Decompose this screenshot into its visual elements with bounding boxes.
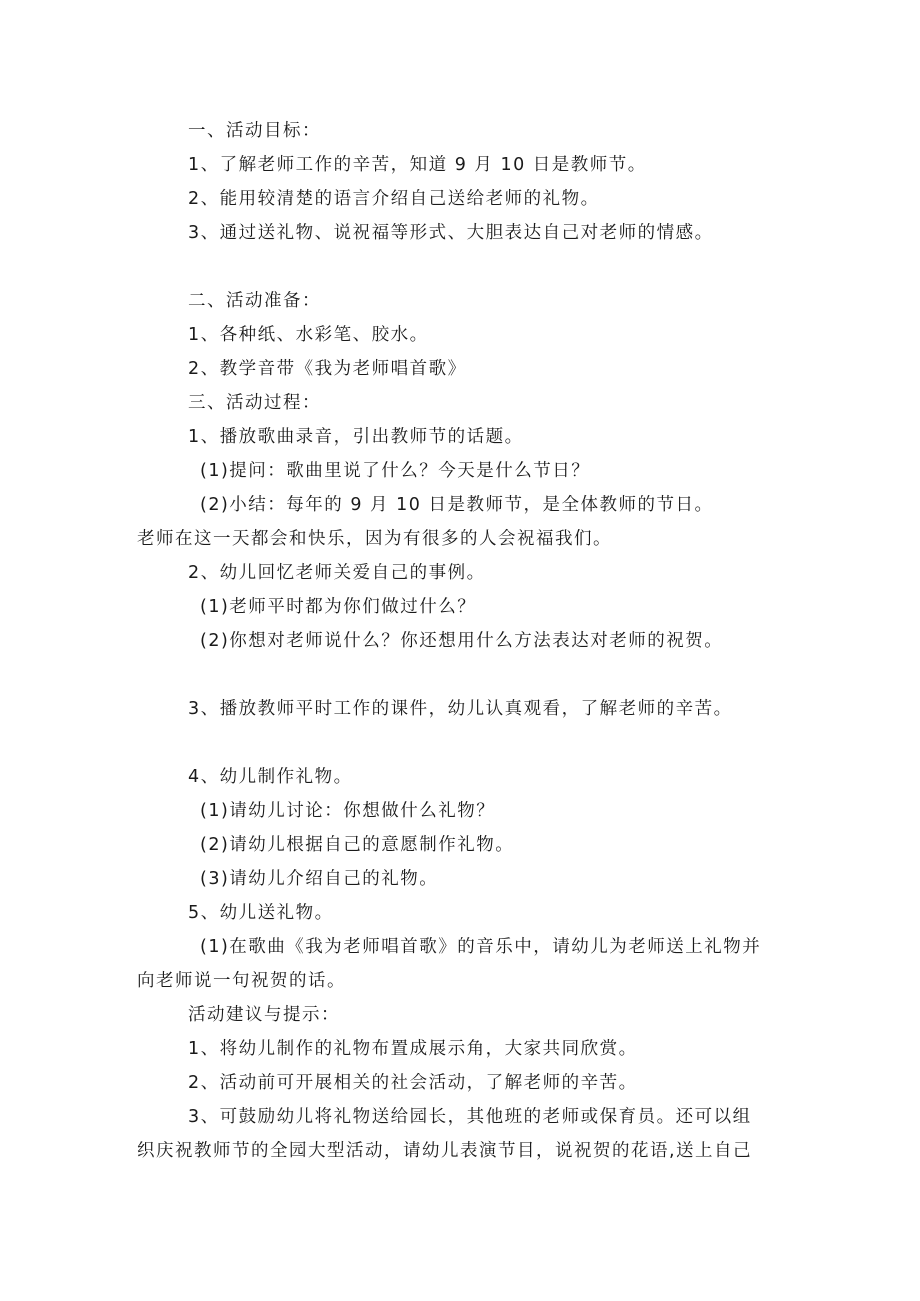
paragraph-line: 老师在这一天都会和快乐，因为有很多的人会祝福我们。 bbox=[137, 529, 612, 549]
paragraph-line: 1、将幼儿制作的礼物布置成展示角，大家共同欣赏。 bbox=[188, 1039, 638, 1059]
section-heading-tips: 活动建议与提示： bbox=[188, 1005, 340, 1025]
paragraph-line: (2)请幼儿根据自己的意愿制作礼物。 bbox=[200, 835, 515, 855]
section-heading-preparation: 二、活动准备： bbox=[188, 291, 321, 311]
paragraph-line: 2、活动前可开展相关的社会活动，了解老师的辛苦。 bbox=[188, 1073, 638, 1093]
paragraph-line: 2、能用较清楚的语言介绍自己送给老师的礼物。 bbox=[188, 189, 600, 209]
paragraph-line: 2、教学音带《我为老师唱首歌》 bbox=[188, 359, 467, 379]
section-heading-process: 三、活动过程： bbox=[188, 393, 321, 413]
paragraph-line: 4、幼儿制作礼物。 bbox=[188, 767, 353, 787]
paragraph-line: (1)老师平时都为你们做过什么？ bbox=[200, 597, 477, 617]
paragraph-line: (1)请幼儿讨论：你想做什么礼物？ bbox=[200, 801, 496, 821]
paragraph-line: (2)你想对老师说什么？你还想用什么方法表达对老师的祝贺。 bbox=[200, 631, 724, 651]
section-heading-goals: 一、活动目标： bbox=[188, 121, 321, 141]
paragraph-line: 织庆祝教师节的全园大型活动，请幼儿表演节目，说祝贺的花语,送上自己 bbox=[137, 1141, 753, 1161]
paragraph-line: 3、通过送礼物、说祝福等形式、大胆表达自己对老师的情感。 bbox=[188, 223, 714, 243]
paragraph-line: (1)提问：歌曲里说了什么？今天是什么节日？ bbox=[200, 461, 591, 481]
paragraph-line: 3、可鼓励幼儿将礼物送给园长，其他班的老师或保育员。还可以组 bbox=[188, 1107, 752, 1127]
paragraph-line: 3、播放教师平时工作的课件，幼儿认真观看，了解老师的辛苦。 bbox=[188, 699, 733, 719]
paragraph-line: (1)在歌曲《我为老师唱首歌》的音乐中，请幼儿为老师送上礼物并 bbox=[200, 937, 762, 957]
paragraph-line: 1、播放歌曲录音，引出教师节的话题。 bbox=[188, 427, 524, 447]
paragraph-line: 5、幼儿送礼物。 bbox=[188, 903, 334, 923]
paragraph-line: (3)请幼儿介绍自己的礼物。 bbox=[200, 869, 439, 889]
paragraph-line: 向老师说一句祝贺的话。 bbox=[137, 971, 346, 991]
paragraph-line: 2、幼儿回忆老师关爱自己的事例。 bbox=[188, 563, 486, 583]
paragraph-line: (2)小结：每年的 9 月 10 日是教师节，是全体教师的节日。 bbox=[200, 495, 714, 515]
paragraph-line: 1、了解老师工作的辛苦，知道 9 月 10 日是教师节。 bbox=[188, 155, 647, 175]
paragraph-line: 1、各种纸、水彩笔、胶水。 bbox=[188, 325, 429, 345]
